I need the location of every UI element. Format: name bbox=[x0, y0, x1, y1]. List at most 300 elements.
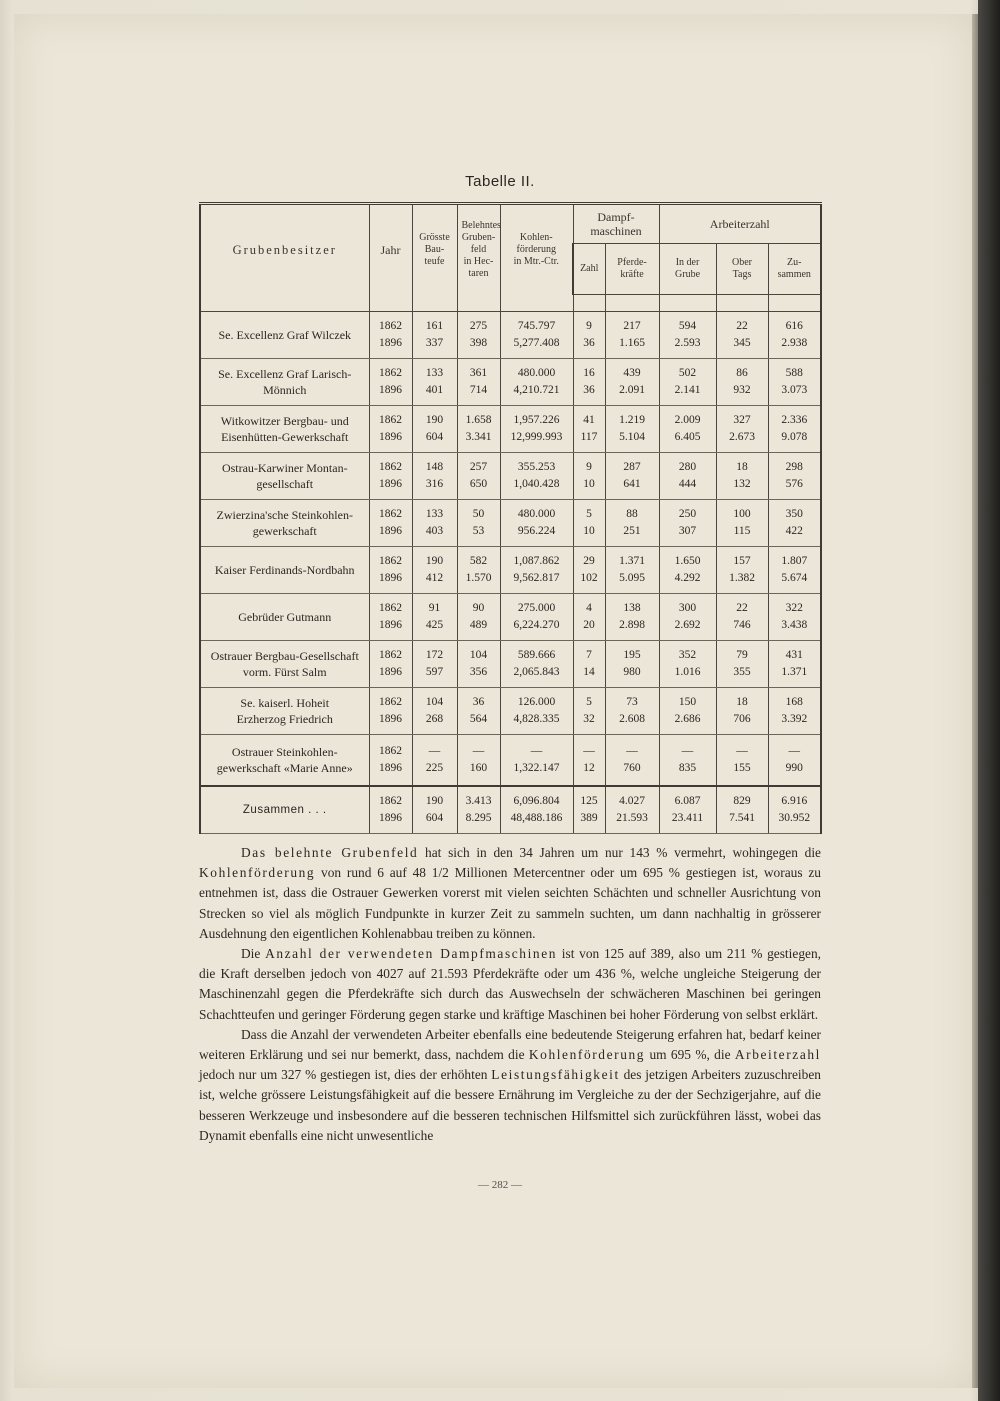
workers-surface-cell bbox=[716, 359, 768, 406]
value-1896: 714 bbox=[469, 384, 488, 396]
value-1896: 2.938 bbox=[781, 337, 808, 349]
depth-cell bbox=[412, 453, 457, 500]
value-1862: 16 bbox=[583, 367, 595, 379]
value-1896: 576 bbox=[785, 478, 803, 490]
value-1896: 160 bbox=[469, 762, 488, 774]
value-1862: 18 bbox=[736, 461, 748, 473]
steam-cell bbox=[573, 688, 605, 735]
value-1862: 7 bbox=[586, 649, 592, 661]
value-1896: 1896 bbox=[379, 713, 402, 725]
year-cell bbox=[369, 453, 412, 500]
owner-name: Se. Excellenz Graf Larisch- Mönnich bbox=[200, 359, 369, 406]
value-1896: 444 bbox=[678, 478, 697, 490]
owner-name: Zwierzina'sche Steinkohlen- gewerkschaft bbox=[200, 500, 369, 547]
workers-surface-cell bbox=[716, 500, 768, 547]
value-1896: 398 bbox=[469, 337, 488, 349]
year-cell bbox=[369, 359, 412, 406]
workers-underground-cell bbox=[659, 786, 716, 834]
depth-cell bbox=[412, 312, 457, 359]
workers-total-cell bbox=[768, 641, 821, 688]
horsepower-cell bbox=[605, 594, 659, 641]
value-1862: 745.797 bbox=[517, 320, 556, 332]
value-1896: 1.570 bbox=[465, 572, 492, 584]
page-number: — 282 — bbox=[478, 1179, 522, 1191]
value-1862: 287 bbox=[623, 461, 641, 473]
value-1896: 760 bbox=[623, 762, 641, 774]
table-row bbox=[200, 406, 821, 453]
depth-cell bbox=[412, 641, 457, 688]
value-1862: 50 bbox=[472, 508, 485, 520]
value-1896: 53 bbox=[472, 525, 485, 537]
value-1862: 161 bbox=[425, 320, 444, 332]
value-1896: 2.091 bbox=[619, 384, 645, 396]
table-header bbox=[200, 204, 821, 312]
header-coal: Kohlen- förderung in Mtr.-Ctr. bbox=[500, 204, 573, 295]
value-1862: 172 bbox=[425, 649, 444, 661]
value-1862: 36 bbox=[472, 696, 485, 708]
depth-cell bbox=[412, 688, 457, 735]
value-1896: 251 bbox=[623, 525, 641, 537]
value-1862: 1862 bbox=[379, 508, 402, 520]
workers-total-cell bbox=[768, 547, 821, 594]
value-1862: 275.000 bbox=[517, 602, 556, 614]
workers-underground-cell bbox=[659, 594, 716, 641]
workers-total-cell bbox=[768, 453, 821, 500]
value-1862: 616 bbox=[785, 320, 803, 332]
value-1896: 7.541 bbox=[729, 812, 755, 824]
value-1862: 6.916 bbox=[781, 795, 808, 807]
value-1896: 1,040.428 bbox=[513, 478, 560, 490]
workers-surface-cell bbox=[716, 594, 768, 641]
value-1896: 2.141 bbox=[674, 384, 701, 396]
owner-name: Kaiser Ferdinands-Nordbahn bbox=[200, 547, 369, 594]
value-1862: 73 bbox=[626, 696, 638, 708]
value-1896: 990 bbox=[785, 762, 803, 774]
header-depth: Grösste Bau- teufe bbox=[412, 204, 457, 295]
value-1896: 956.224 bbox=[517, 525, 556, 537]
header-steam-count: Zahl bbox=[573, 244, 605, 295]
workers-total-cell bbox=[768, 786, 821, 834]
workers-underground-cell bbox=[659, 312, 716, 359]
value-1862: 1862 bbox=[379, 745, 402, 757]
value-1896: 3.438 bbox=[781, 619, 808, 631]
value-1862: 327 bbox=[733, 414, 751, 426]
value-1862: — bbox=[428, 745, 441, 757]
mining-statistics-table bbox=[199, 202, 822, 834]
value-1896: 1.371 bbox=[781, 666, 808, 678]
value-1896: 6,224.270 bbox=[513, 619, 560, 631]
value-1862: 104 bbox=[469, 649, 488, 661]
value-1862: 1862 bbox=[379, 320, 402, 332]
value-1862: 90 bbox=[472, 602, 485, 614]
value-1896: 706 bbox=[733, 713, 751, 725]
value-1896: 132 bbox=[733, 478, 751, 490]
value-1862: 1862 bbox=[379, 367, 402, 379]
value-1862: 2.336 bbox=[781, 414, 808, 426]
value-1862: 350 bbox=[785, 508, 803, 520]
horsepower-cell bbox=[605, 500, 659, 547]
steam-cell bbox=[573, 453, 605, 500]
steam-cell bbox=[573, 641, 605, 688]
value-1896: 337 bbox=[425, 337, 444, 349]
coal-cell bbox=[500, 406, 573, 453]
workers-surface-cell bbox=[716, 547, 768, 594]
field-cell bbox=[457, 594, 500, 641]
table-title: Tabelle II. bbox=[465, 173, 535, 190]
value-1862: 582 bbox=[469, 555, 488, 567]
value-1862: 157 bbox=[733, 555, 751, 567]
table-row bbox=[200, 688, 821, 735]
header-year: Jahr bbox=[369, 204, 412, 295]
value-1862: 1862 bbox=[379, 555, 402, 567]
table-row bbox=[200, 453, 821, 500]
value-1896: 268 bbox=[425, 713, 444, 725]
value-1896: 356 bbox=[469, 666, 488, 678]
value-1862: 190 bbox=[425, 555, 444, 567]
header-field: Belehntes Gruben- feld in Hec- taren bbox=[457, 204, 500, 295]
value-1896: 30.952 bbox=[778, 812, 811, 824]
year-cell bbox=[369, 641, 412, 688]
owner-name: Ostrauer Bergbau-Gesellschaft vorm. Fürst Salm bbox=[200, 641, 369, 688]
value-1862: 3.413 bbox=[465, 795, 492, 807]
horsepower-cell bbox=[605, 453, 659, 500]
value-1896: 403 bbox=[425, 525, 444, 537]
value-1862: 829 bbox=[733, 795, 751, 807]
header-workers-total: Zu- sammen bbox=[768, 244, 821, 295]
value-1896: 5.095 bbox=[619, 572, 645, 584]
field-cell bbox=[457, 786, 500, 834]
value-1862: 4.027 bbox=[619, 795, 645, 807]
value-1862: 480.000 bbox=[517, 367, 556, 379]
value-1896: 1896 bbox=[379, 337, 402, 349]
value-1862: 126.000 bbox=[517, 696, 556, 708]
value-1862: 1862 bbox=[379, 696, 402, 708]
value-1862: 589.666 bbox=[517, 649, 556, 661]
horsepower-cell bbox=[605, 688, 659, 735]
value-1862: 431 bbox=[785, 649, 803, 661]
value-1862: 1,087.862 bbox=[513, 555, 560, 567]
value-1862: 298 bbox=[785, 461, 803, 473]
value-1896: 1896 bbox=[379, 762, 402, 774]
header-owner: Grubenbesitzer bbox=[200, 204, 369, 295]
coal-cell bbox=[500, 594, 573, 641]
value-1862: 9 bbox=[586, 320, 592, 332]
workers-underground-cell bbox=[659, 547, 716, 594]
value-1896: 6.405 bbox=[674, 431, 701, 443]
value-1862: 1.658 bbox=[465, 414, 492, 426]
value-1862: 22 bbox=[736, 320, 748, 332]
coal-cell bbox=[500, 786, 573, 834]
field-cell bbox=[457, 735, 500, 787]
table-row bbox=[200, 312, 821, 359]
workers-surface-cell bbox=[716, 312, 768, 359]
workers-total-cell bbox=[768, 500, 821, 547]
value-1896: 2.686 bbox=[674, 713, 701, 725]
value-1862: 41 bbox=[583, 414, 595, 426]
workers-surface-cell bbox=[716, 453, 768, 500]
horsepower-cell bbox=[605, 406, 659, 453]
workers-total-cell bbox=[768, 312, 821, 359]
value-1862: 125 bbox=[580, 795, 598, 807]
value-1862: 4 bbox=[586, 602, 592, 614]
value-1862: 100 bbox=[733, 508, 751, 520]
value-1896: 425 bbox=[425, 619, 444, 631]
value-1862: 1,957.226 bbox=[513, 414, 560, 426]
field-cell bbox=[457, 547, 500, 594]
value-1896: 1.382 bbox=[729, 572, 755, 584]
value-1862: — bbox=[583, 745, 595, 757]
value-1896: 2,065.843 bbox=[513, 666, 560, 678]
value-1896: 1896 bbox=[379, 666, 402, 678]
workers-underground-cell bbox=[659, 453, 716, 500]
value-1896: 2.692 bbox=[674, 619, 701, 631]
field-cell bbox=[457, 312, 500, 359]
value-1862: 250 bbox=[678, 508, 697, 520]
value-1862: 588 bbox=[785, 367, 803, 379]
header-horsepower: Pferde- kräfte bbox=[605, 244, 659, 295]
owner-name: Witkowitzer Bergbau- und Eisenhütten-Gewerkschaft bbox=[200, 406, 369, 453]
value-1862: 148 bbox=[425, 461, 444, 473]
workers-underground-cell bbox=[659, 641, 716, 688]
horsepower-cell bbox=[605, 312, 659, 359]
owner-name: Gebrüder Gutmann bbox=[200, 594, 369, 641]
table-body bbox=[200, 312, 821, 834]
header-workers-underground: In der Grube bbox=[659, 244, 716, 295]
value-1862: 257 bbox=[469, 461, 488, 473]
value-1896: 5,277.408 bbox=[513, 337, 560, 349]
value-1862: 104 bbox=[425, 696, 444, 708]
value-1862: 1862 bbox=[379, 602, 402, 614]
value-1862: 22 bbox=[736, 602, 748, 614]
value-1896: 489 bbox=[469, 619, 488, 631]
value-1896: 980 bbox=[623, 666, 641, 678]
value-1896: 12,999.993 bbox=[510, 431, 563, 443]
value-1862: 439 bbox=[623, 367, 641, 379]
value-1862: — bbox=[530, 745, 543, 757]
value-1896: 422 bbox=[785, 525, 803, 537]
value-1896: 117 bbox=[580, 431, 598, 443]
steam-cell bbox=[573, 786, 605, 834]
value-1862: 138 bbox=[623, 602, 641, 614]
value-1896: 1896 bbox=[379, 572, 402, 584]
paragraph: Dass die Anzahl der verwendeten Arbeiter ebenfalls eine bedeutende Steigerung erfahren hat, bedarf keiner weiteren Erklärung und sei nur bemerkt, dass, nachdem die Kohlenförderung um 695 %, die Arbeiterzahl jedoch nur um 327 % gestiegen ist, dies der erhöhten Leistungsfähigkeit des jetzigen Arbeiters zuzuschreiben ist, welche grössere Leistungsfähigkeit auf die bessere Ernährung im Vergleiche zu der der Sechzigerjahre, auf die besseren Werkzeuge und insbesondere auf die besseren technischen Hilfsmittel sich zurückführen lässt, wobei das Dynamit ebenfalls eine nicht unwesentliche bbox=[199, 1026, 821, 1143]
workers-total-cell bbox=[768, 594, 821, 641]
coal-cell bbox=[500, 735, 573, 787]
value-1862: 361 bbox=[469, 367, 488, 379]
year-cell bbox=[369, 688, 412, 735]
field-cell bbox=[457, 500, 500, 547]
value-1896: 1.016 bbox=[674, 666, 701, 678]
value-1862: 1.650 bbox=[674, 555, 701, 567]
value-1862: — bbox=[626, 745, 638, 757]
header-steam-group: Dampf- maschinen bbox=[573, 204, 659, 244]
coal-cell bbox=[500, 641, 573, 688]
coal-cell bbox=[500, 688, 573, 735]
workers-total-cell bbox=[768, 406, 821, 453]
workers-underground-cell bbox=[659, 688, 716, 735]
field-cell bbox=[457, 359, 500, 406]
value-1862: 150 bbox=[678, 696, 697, 708]
year-cell bbox=[369, 594, 412, 641]
value-1862: 1862 bbox=[379, 461, 402, 473]
value-1896: 155 bbox=[733, 762, 751, 774]
value-1862: 88 bbox=[626, 508, 638, 520]
total-label: Zusammen . . . bbox=[200, 786, 369, 834]
depth-cell bbox=[412, 786, 457, 834]
value-1862: — bbox=[736, 745, 748, 757]
value-1896: 36 bbox=[583, 384, 595, 396]
value-1896: 316 bbox=[425, 478, 444, 490]
table-row bbox=[200, 359, 821, 406]
year-cell bbox=[369, 500, 412, 547]
body-text bbox=[199, 843, 821, 1146]
field-cell bbox=[457, 406, 500, 453]
value-1896: 1896 bbox=[379, 478, 402, 490]
field-cell bbox=[457, 688, 500, 735]
value-1896: 23.411 bbox=[671, 812, 704, 824]
workers-total-cell bbox=[768, 688, 821, 735]
value-1896: 1896 bbox=[379, 619, 402, 631]
value-1896: 10 bbox=[583, 525, 595, 537]
value-1862: 1.219 bbox=[619, 414, 645, 426]
owner-name: Se. kaiserl. Hoheit Erzherzog Friedrich bbox=[200, 688, 369, 735]
header-workers-group: Arbeiterzahl bbox=[659, 204, 821, 244]
value-1896: 1896 bbox=[379, 384, 402, 396]
value-1896: 2.593 bbox=[674, 337, 701, 349]
value-1862: 6,096.804 bbox=[513, 795, 560, 807]
owner-name: Ostrau-Karwiner Montan- gesellschaft bbox=[200, 453, 369, 500]
horsepower-cell bbox=[605, 786, 659, 834]
value-1862: 91 bbox=[428, 602, 441, 614]
year-cell bbox=[369, 735, 412, 787]
value-1896: 32 bbox=[583, 713, 595, 725]
table-row bbox=[200, 500, 821, 547]
value-1862: 322 bbox=[785, 602, 803, 614]
value-1896: 3.392 bbox=[781, 713, 808, 725]
value-1896: 102 bbox=[580, 572, 598, 584]
value-1862: 5 bbox=[586, 696, 592, 708]
value-1896: 932 bbox=[733, 384, 751, 396]
field-cell bbox=[457, 453, 500, 500]
value-1896: 389 bbox=[580, 812, 598, 824]
value-1862: 5 bbox=[586, 508, 592, 520]
value-1862: 594 bbox=[678, 320, 697, 332]
coal-cell bbox=[500, 500, 573, 547]
year-cell bbox=[369, 406, 412, 453]
workers-underground-cell bbox=[659, 406, 716, 453]
value-1896: 641 bbox=[623, 478, 641, 490]
steam-cell bbox=[573, 406, 605, 453]
value-1896: 564 bbox=[469, 713, 488, 725]
value-1896: 4.292 bbox=[674, 572, 701, 584]
value-1862: 195 bbox=[623, 649, 641, 661]
value-1862: 79 bbox=[736, 649, 748, 661]
value-1896: 10 bbox=[583, 478, 595, 490]
steam-cell bbox=[573, 735, 605, 787]
value-1862: 2.009 bbox=[674, 414, 701, 426]
value-1896: 650 bbox=[469, 478, 488, 490]
coal-cell bbox=[500, 453, 573, 500]
value-1896: 835 bbox=[678, 762, 697, 774]
workers-underground-cell bbox=[659, 359, 716, 406]
value-1896: 48,488.186 bbox=[510, 812, 563, 824]
value-1896: 746 bbox=[733, 619, 751, 631]
value-1896: 355 bbox=[733, 666, 751, 678]
value-1862: 275 bbox=[469, 320, 488, 332]
value-1896: 3.073 bbox=[781, 384, 808, 396]
value-1896: 2.898 bbox=[619, 619, 645, 631]
value-1862: 133 bbox=[425, 367, 444, 379]
value-1862: 86 bbox=[736, 367, 748, 379]
depth-cell bbox=[412, 547, 457, 594]
value-1896: 225 bbox=[425, 762, 444, 774]
year-cell bbox=[369, 312, 412, 359]
paragraph: Das belehnte Grubenfeld hat sich in den 34 Jahren um nur 143 % vermehrt, wohingegen die Kohlenförderung von rund 6 auf 48 1/2 Millionen Metercentner oder um 695 % gestiegen ist, woraus zu entnehmen ist, dass die Ostrauer Gewerken vorerst mit vielen seichten Schächten und schneller Ausrichtung von Strecken so viel als möglich Fundpunkte in kurzer Zeit zu sammeln suchten, um dann nachhaltig in grösserer Ausdehnung den eigentlichen Kohlenabbau treiben zu können. bbox=[199, 845, 821, 941]
header-workers-surface: Ober Tags bbox=[716, 244, 768, 295]
horsepower-cell bbox=[605, 547, 659, 594]
table-row bbox=[200, 641, 821, 688]
value-1896: 2.608 bbox=[619, 713, 645, 725]
steam-cell bbox=[573, 312, 605, 359]
value-1862: 1862 bbox=[379, 414, 402, 426]
coal-cell bbox=[500, 547, 573, 594]
value-1896: 307 bbox=[678, 525, 697, 537]
value-1862: 300 bbox=[678, 602, 697, 614]
value-1862: 480.000 bbox=[517, 508, 556, 520]
value-1862: — bbox=[472, 745, 485, 757]
value-1896: 1,322.147 bbox=[513, 762, 560, 774]
value-1896: 3.341 bbox=[465, 431, 492, 443]
value-1896: 1.165 bbox=[619, 337, 645, 349]
value-1896: 1896 bbox=[379, 431, 402, 443]
coal-cell bbox=[500, 359, 573, 406]
value-1896: 604 bbox=[425, 812, 444, 824]
depth-cell bbox=[412, 406, 457, 453]
value-1896: 21.593 bbox=[616, 812, 648, 824]
coal-cell bbox=[500, 312, 573, 359]
value-1896: 4,210.721 bbox=[513, 384, 560, 396]
value-1896: 9.078 bbox=[781, 431, 808, 443]
value-1862: 502 bbox=[678, 367, 697, 379]
value-1896: 8.295 bbox=[465, 812, 492, 824]
value-1896: 9,562.817 bbox=[513, 572, 560, 584]
value-1862: 29 bbox=[583, 555, 595, 567]
value-1896: 12 bbox=[583, 762, 595, 774]
year-cell bbox=[369, 786, 412, 834]
value-1862: 1862 bbox=[379, 649, 402, 661]
value-1862: 355.253 bbox=[517, 461, 556, 473]
value-1862: 133 bbox=[425, 508, 444, 520]
value-1896: 5.674 bbox=[781, 572, 808, 584]
value-1862: 280 bbox=[678, 461, 697, 473]
value-1896: 604 bbox=[425, 431, 444, 443]
value-1896: 1896 bbox=[379, 812, 402, 824]
value-1896: 1896 bbox=[379, 525, 402, 537]
value-1896: 597 bbox=[425, 666, 444, 678]
value-1862: 190 bbox=[425, 414, 444, 426]
value-1896: 345 bbox=[733, 337, 751, 349]
value-1862: 18 bbox=[736, 696, 748, 708]
workers-total-cell bbox=[768, 359, 821, 406]
total-row bbox=[200, 786, 821, 834]
paragraph: Die Anzahl der verwendeten Dampfmaschinen ist von 125 auf 389, also um 211 % gestiegen, die Kraft derselben jedoch von 4027 auf 21.593 Pferdekräfte oder um 436 %, welche ungleiche Steigerung der Maschinenzahl gegen die Pferdekräfte sich durch das Auswechseln der schwächeren Maschinen bei geringen Schachtteufen und geringer Förderung gegen starke und kräftige Maschinen bei hoher Förderung von selbst erklärt. bbox=[199, 946, 821, 1022]
horsepower-cell bbox=[605, 735, 659, 787]
value-1896: 2.673 bbox=[729, 431, 755, 443]
workers-total-cell bbox=[768, 735, 821, 787]
depth-cell bbox=[412, 594, 457, 641]
value-1896: 401 bbox=[425, 384, 444, 396]
horsepower-cell bbox=[605, 359, 659, 406]
